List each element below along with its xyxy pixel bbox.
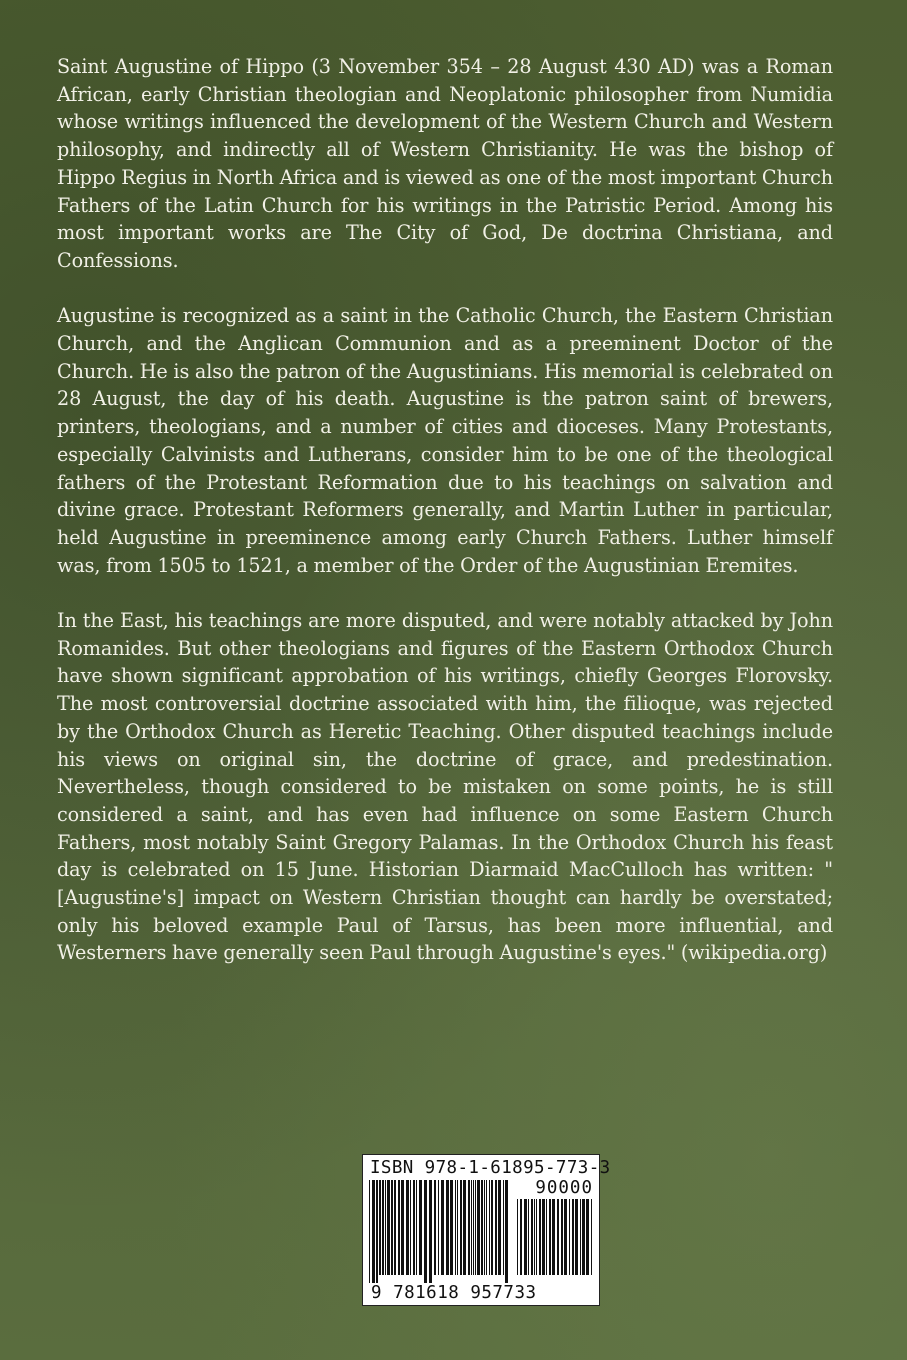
barcode-bar [539, 1199, 541, 1275]
barcode-bar [471, 1180, 472, 1275]
barcode-bar [424, 1180, 427, 1285]
barcode-bar [369, 1180, 370, 1285]
barcode-bar [569, 1199, 570, 1275]
barcode-bar [376, 1180, 378, 1285]
barcode-bar [534, 1199, 535, 1275]
barcode-bar [582, 1199, 585, 1275]
barcode-bar [572, 1199, 574, 1275]
barcode-bar [557, 1199, 559, 1275]
barcode-bar [372, 1180, 375, 1285]
barcode-bar [473, 1180, 474, 1275]
barcode-bar [441, 1180, 444, 1275]
barcode-bar [503, 1180, 504, 1275]
ean-barcode-graphic [369, 1180, 511, 1285]
barcode-bar [495, 1180, 497, 1275]
paragraph-biography: Saint Augustine of Hippo (3 November 354 – 28 August 430 AD) was a Roman African, early Christian theologian and Neoplatonic philosopher from Numidia whose writings influenced the development of the Western Church and Western philosophy, and indirectly all of Western Christianity. He was the bishop of Hippo Regius in North Africa and is viewed as one of the most important Church Fathers of the Latin Church for his writings in the Patristic Period. Among his most important works are The City of God, De doctrina Christiana, and Confessions. [57, 55, 833, 272]
barcode-bar [580, 1199, 581, 1275]
barcode-bar [498, 1180, 501, 1275]
barcode-bar [446, 1180, 449, 1275]
addon-bars [517, 1199, 593, 1285]
ean-bars [369, 1180, 511, 1285]
barcode-bar [410, 1180, 411, 1275]
barcode-bar [391, 1180, 393, 1275]
barcode-bar [406, 1180, 409, 1275]
barcode-bar [536, 1199, 537, 1275]
barcode-bar [419, 1180, 422, 1275]
barcode-bar [401, 1180, 404, 1275]
barcode-bar [591, 1199, 592, 1275]
barcode-bar [517, 1199, 518, 1275]
price-code: 90000 [535, 1178, 593, 1198]
barcode-bar [484, 1180, 485, 1275]
ean-digits: 9 781618 957733 [371, 1283, 537, 1303]
barcode-bar [489, 1180, 490, 1275]
isbn-barcode [362, 1154, 611, 1306]
barcode-bar [546, 1199, 547, 1275]
barcode-bar [460, 1180, 462, 1275]
barcode-bar [528, 1199, 529, 1275]
barcode-bar [531, 1199, 533, 1275]
barcode-bar [475, 1180, 476, 1275]
barcode-bar [505, 1180, 508, 1285]
barcode-bar [398, 1180, 400, 1275]
barcode-bar [387, 1180, 390, 1275]
barcode-bar [542, 1199, 545, 1275]
barcode-bar [434, 1180, 436, 1275]
barcode-bar [457, 1180, 458, 1275]
description-text [57, 53, 833, 995]
barcode-bar [520, 1199, 522, 1275]
barcode-bar [450, 1180, 453, 1275]
barcode-bar [561, 1199, 563, 1275]
barcode-bar [575, 1199, 578, 1275]
barcode-bar [382, 1180, 384, 1275]
barcode-bar [413, 1180, 415, 1275]
paragraph-recognition: Augustine is recognized as a saint in the Catholic Church, the Eastern Christian Church, and the Anglican Communion and as a preeminent Doctor of the Church. He is also the patron of the Augustinians. His memorial is celebrated on 28 August, the day of his death. Augustine is the patron saint of brewers, printers, theologians, and a number of cities and dioceses. Many Protestants, especially Calvinists and Lutherans, consider him to be one of the theological fathers of the Protestant Reformation due to his teachings on salvation and divine grace. Protestant Reformers generally, and Martin Luther in particular, held Augustine in preeminence among early Church Fathers. Luther himself was, from 1505 to 1521, a member of the Order of the Augustinian Eremites. [57, 304, 833, 577]
addon-barcode-graphic [517, 1199, 593, 1285]
barcode-bar [486, 1180, 487, 1275]
barcode-bar [564, 1199, 567, 1275]
barcode-bar [379, 1180, 381, 1275]
barcode-bar [394, 1180, 396, 1275]
barcode-bar [438, 1180, 439, 1275]
barcode-bar [549, 1199, 551, 1275]
isbn-number: ISBN 978-1-61895-773-3 [370, 1158, 611, 1178]
barcode-bar [524, 1199, 527, 1275]
barcode-bar [468, 1180, 470, 1275]
paragraph-eastern-view: In the East, his teachings are more disputed, and were notably attacked by John Romanides. But other theologians and figures of the Eastern Orthodox Church have shown significant approbation of his writings, chiefly Georges Florovsky. The most controversial doctrine associated with him, the filioque, was rejected by the Orthodox Church as Heretic Teaching. Other disputed teachings include his views on original sin, the doctrine of grace, and predestination. Nevertheless, though considered to be mistaken on some points, he is still considered a saint, and has even had influence on some Eastern Church Fathers, most notably Saint Gregory Palamas. In the Orthodox Church his feast day is celebrated on 15 June. Historian Diarmaid MacCulloch has written: "[Augustine's] impact on Western Christian thought can hardly be overstated; only his beloved example Paul of Tarsus, has been more influential, and Westerners have generally seen Paul through Augustine's eyes." (wikipedia.org) [57, 609, 833, 965]
barcode-bar [455, 1180, 456, 1275]
barcode-bar [429, 1180, 432, 1285]
barcode-bar [385, 1180, 386, 1275]
barcode-bar [491, 1180, 493, 1275]
barcode-bar [481, 1180, 483, 1275]
barcode-bar [463, 1180, 466, 1275]
barcode-bar [416, 1180, 417, 1275]
barcode-bar [477, 1180, 480, 1275]
barcode-bar [586, 1199, 589, 1275]
barcode-bar [552, 1199, 555, 1275]
